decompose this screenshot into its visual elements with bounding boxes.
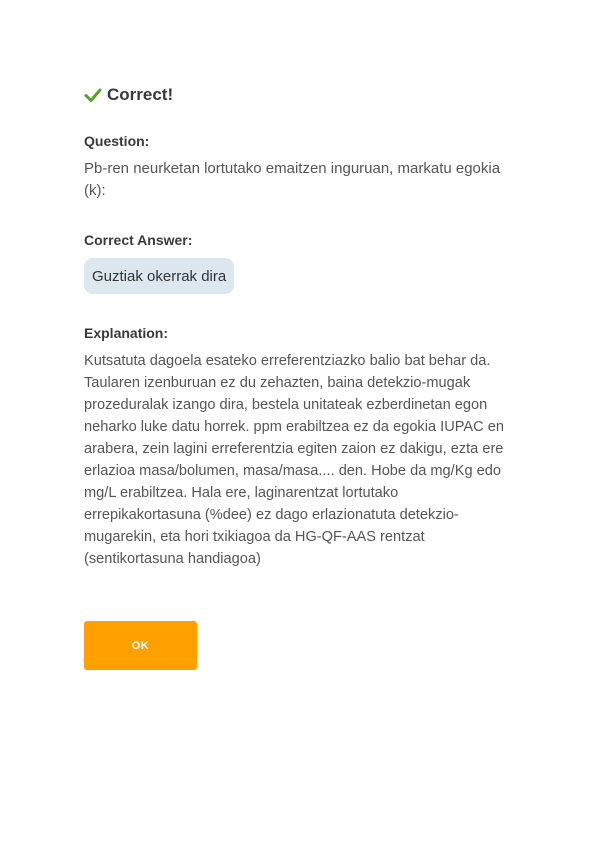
check-icon (84, 86, 102, 104)
explanation-label: Explanation: (84, 325, 169, 341)
result-header (84, 84, 514, 106)
ok-button[interactable]: OK (84, 621, 197, 670)
question-text: Pb-ren neurketan lortutako emaitzen inguruan, markatu egokia (k): (84, 160, 501, 199)
result-title: Correct! (107, 85, 174, 104)
correct-answer-value: Guztiak okerrak dira (84, 258, 234, 294)
result-card (84, 84, 514, 652)
question-label: Question: (84, 133, 150, 149)
correct-answer-label: Correct Answer: (84, 232, 193, 248)
explanation-text: Kutsatuta dagoela esateko erreferentziazko balio bat behar da. Taularen izenburuan ez du zehazten, baina detekzio-mugak prozeduralak izango dira, bestela unitateak ezberdinetan egon neharko luke datu horrek. ppm erabiltzea ez da egokia IUPAC en arabera, zein lagini erreferentzia egiten zaion ez dakigu, ezta ere erlazioa masa/bolumen, masa/masa.... den. Hobe da mg/Kg edo mg/L erabiltzea. Hala ere, laginarentzat lortutako errepikakortasuna (%dee) ez dago erlazionatuta detekzio-mugarekin, eta hori txikiagoa da HG-QF-AAS rentzat (sentikortasuna handiagoa) (84, 353, 504, 567)
